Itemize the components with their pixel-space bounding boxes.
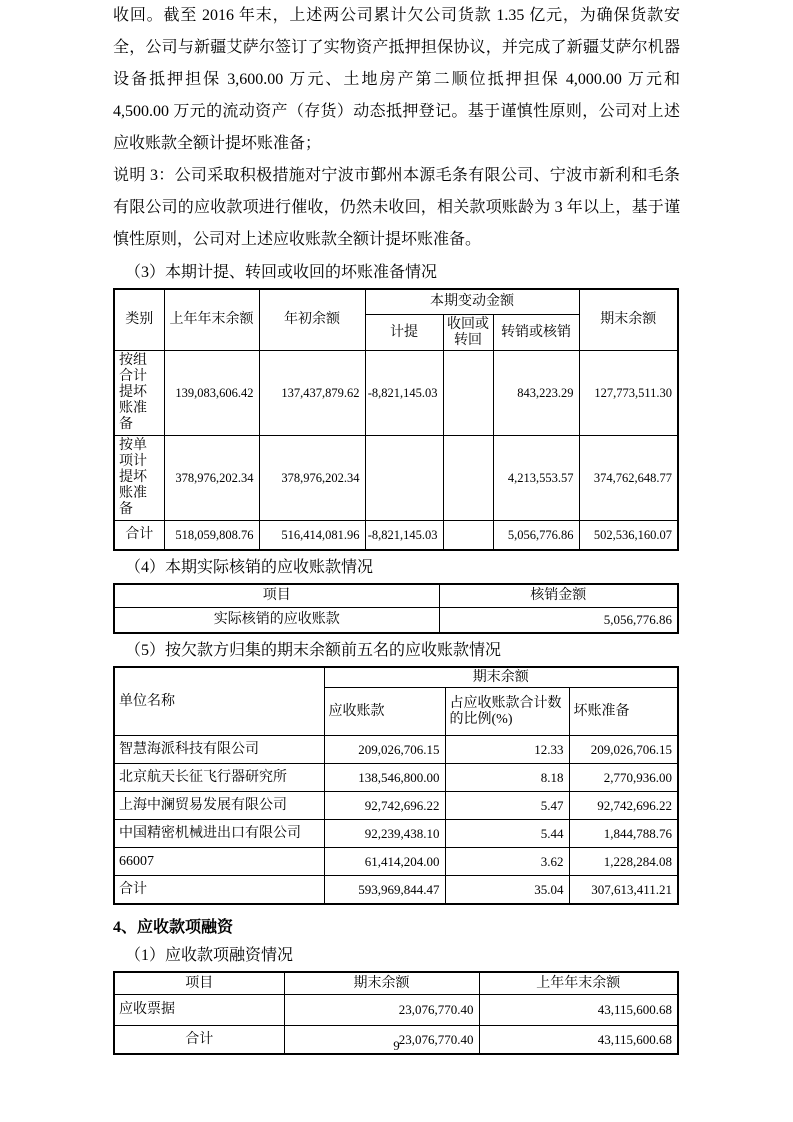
cell-item: 实际核销的应收账款: [114, 608, 439, 634]
cell-prior: 43,115,600.68: [479, 1026, 678, 1055]
col-header-current-change: 本期变动金额: [365, 289, 579, 315]
cell-begin: 378,976,202.34: [259, 436, 365, 521]
cell-ratio: 3.62: [445, 848, 569, 876]
col-header-ending: 期末余额: [284, 972, 479, 995]
cell-bad-debt: 2,770,936.00: [569, 764, 678, 792]
cell-bad-debt: 1,844,788.76: [569, 820, 678, 848]
cell-receivable: 92,742,696.22: [324, 792, 445, 820]
cell-ratio: 8.18: [445, 764, 569, 792]
cell-prior: 378,976,202.34: [164, 436, 259, 521]
cell-ending: 23,076,770.40: [284, 1026, 479, 1055]
cell-prior: 43,115,600.68: [479, 995, 678, 1026]
cell-bad-debt: 209,026,706.15: [569, 736, 678, 764]
cell-company: 北京航天长征飞行器研究所: [114, 764, 324, 792]
col-header-bad-debt: 坏账准备: [569, 688, 678, 736]
cell-provision: -8,821,145.03: [365, 521, 443, 551]
cell-ratio: 12.33: [445, 736, 569, 764]
cell-provision: -8,821,145.03: [365, 351, 443, 436]
cell-writeoff: 4,213,553.57: [493, 436, 579, 521]
heading-section-5: （5）按欠款方归集的期末余额前五名的应收账款情况: [125, 642, 502, 659]
page-number: 9: [393, 1038, 400, 1053]
col-header-year-begin: 年初余额: [259, 289, 365, 351]
cell-receivable: 92,239,438.10: [324, 820, 445, 848]
col-header-prior-year-end: 上年年末余额: [479, 972, 678, 995]
col-header-receivable: 应收账款: [324, 688, 445, 736]
cell-ratio: 5.47: [445, 792, 569, 820]
table-row: [114, 820, 678, 848]
table-total-row: [114, 521, 678, 551]
table-header-row: [114, 584, 678, 608]
cell-ending: 502,536,160.07: [579, 521, 678, 551]
table-row: [114, 608, 678, 634]
paragraph-note-3: 说明 3：公司采取积极措施对宁波市鄞州本源毛条有限公司、宁波市新利和毛条有限公司的应收款项进行催收，仍然未收回，相关款项账龄为 3 年以上，基于谨慎性原则，公司对上述应收账款全额计提坏账准备。: [113, 167, 680, 248]
cell-recover: [443, 521, 493, 551]
cell-writeoff: 843,223.29: [493, 351, 579, 436]
col-header-recover: 收回或转回: [443, 315, 493, 351]
cell-ratio: 5.44: [445, 820, 569, 848]
col-header-company: 单位名称: [114, 667, 324, 736]
col-header-provision: 计提: [365, 315, 443, 351]
cell-category: 合计: [114, 521, 164, 551]
cell-ending: 374,762,648.77: [579, 436, 678, 521]
heading-section-4: （4）本期实际核销的应收账款情况: [125, 559, 374, 576]
table-row: [114, 736, 678, 764]
cell-recover: [443, 351, 493, 436]
cell-company: 合计: [114, 876, 324, 905]
table-total-row: [114, 876, 678, 905]
table-header-row: [114, 289, 678, 315]
cell-prior: 518,059,808.76: [164, 521, 259, 551]
bad-debt-provision-table: [113, 288, 679, 551]
cell-category: 按组合计提坏账准备: [114, 351, 164, 436]
col-header-ratio: 占应收账款合计数的比例(%): [445, 688, 569, 736]
table-row: [114, 848, 678, 876]
table-row: [114, 995, 678, 1026]
col-header-prior-year-end: 上年年末余额: [164, 289, 259, 351]
cell-begin: 516,414,081.96: [259, 521, 365, 551]
cell-category: 按单项计提坏账准备: [114, 436, 164, 521]
table-row: [114, 351, 678, 436]
cell-bad-debt: 92,742,696.22: [569, 792, 678, 820]
col-header-writeoff-amount: 核销金额: [439, 584, 678, 608]
cell-item: 应收票据: [114, 995, 284, 1026]
table-row: [114, 436, 678, 521]
cell-amount: 5,056,776.86: [439, 608, 678, 634]
table-row: [114, 792, 678, 820]
cell-company: 66007: [114, 848, 324, 876]
cell-company: 上海中澜贸易发展有限公司: [114, 792, 324, 820]
cell-receivable: 209,026,706.15: [324, 736, 445, 764]
table-row: [114, 764, 678, 792]
col-header-ending: 期末余额: [579, 289, 678, 351]
cell-ending: 127,773,511.30: [579, 351, 678, 436]
cell-writeoff: 5,056,776.86: [493, 521, 579, 551]
cell-item: 合计: [114, 1026, 284, 1055]
cell-receivable: 61,414,204.00: [324, 848, 445, 876]
cell-company: 智慧海派科技有限公司: [114, 736, 324, 764]
actual-writeoff-table: [113, 583, 679, 634]
table-header-row: [114, 667, 678, 688]
col-header-ending-balance: 期末余额: [324, 667, 678, 688]
col-header-item: 项目: [114, 584, 439, 608]
cell-ratio: 35.04: [445, 876, 569, 905]
paragraph-collateral-note: 收回。截至 2016 年末，上述两公司累计欠公司货款 1.35 亿元，为确保货款安全，公司与新疆艾萨尔签订了实物资产抵押担保协议，并完成了新疆艾萨尔机器设备抵押担保 3,600.00 万元、土地房产第二顺位抵押担保 4,000.00 万元和 4,500.00 万元的流动资产（存货）动态抵押登记。基于谨慎性原则，公司对上述应收账款全额计提坏账准备；: [113, 7, 680, 152]
cell-recover: [443, 436, 493, 521]
cell-receivable: 593,969,844.47: [324, 876, 445, 905]
cell-bad-debt: 307,613,411.21: [569, 876, 678, 905]
cell-begin: 137,437,879.62: [259, 351, 365, 436]
heading-section-4-main: 4、应收款项融资: [113, 919, 234, 936]
cell-ending: 23,076,770.40: [284, 995, 479, 1026]
cell-provision: [365, 436, 443, 521]
heading-section-3: （3）本期计提、转回或收回的坏账准备情况: [125, 264, 438, 281]
cell-company: 中国精密机械进出口有限公司: [114, 820, 324, 848]
col-header-writeoff: 转销或核销: [493, 315, 579, 351]
col-header-item: 项目: [114, 972, 284, 995]
heading-section-4-1: （1）应收款项融资情况: [125, 947, 294, 964]
cell-receivable: 138,546,800.00: [324, 764, 445, 792]
top5-receivables-table: [113, 666, 679, 905]
table-header-row: [114, 972, 678, 995]
page-content: [113, 0, 680, 1055]
cell-prior: 139,083,606.42: [164, 351, 259, 436]
col-header-category: 类别: [114, 289, 164, 351]
cell-bad-debt: 1,228,284.08: [569, 848, 678, 876]
